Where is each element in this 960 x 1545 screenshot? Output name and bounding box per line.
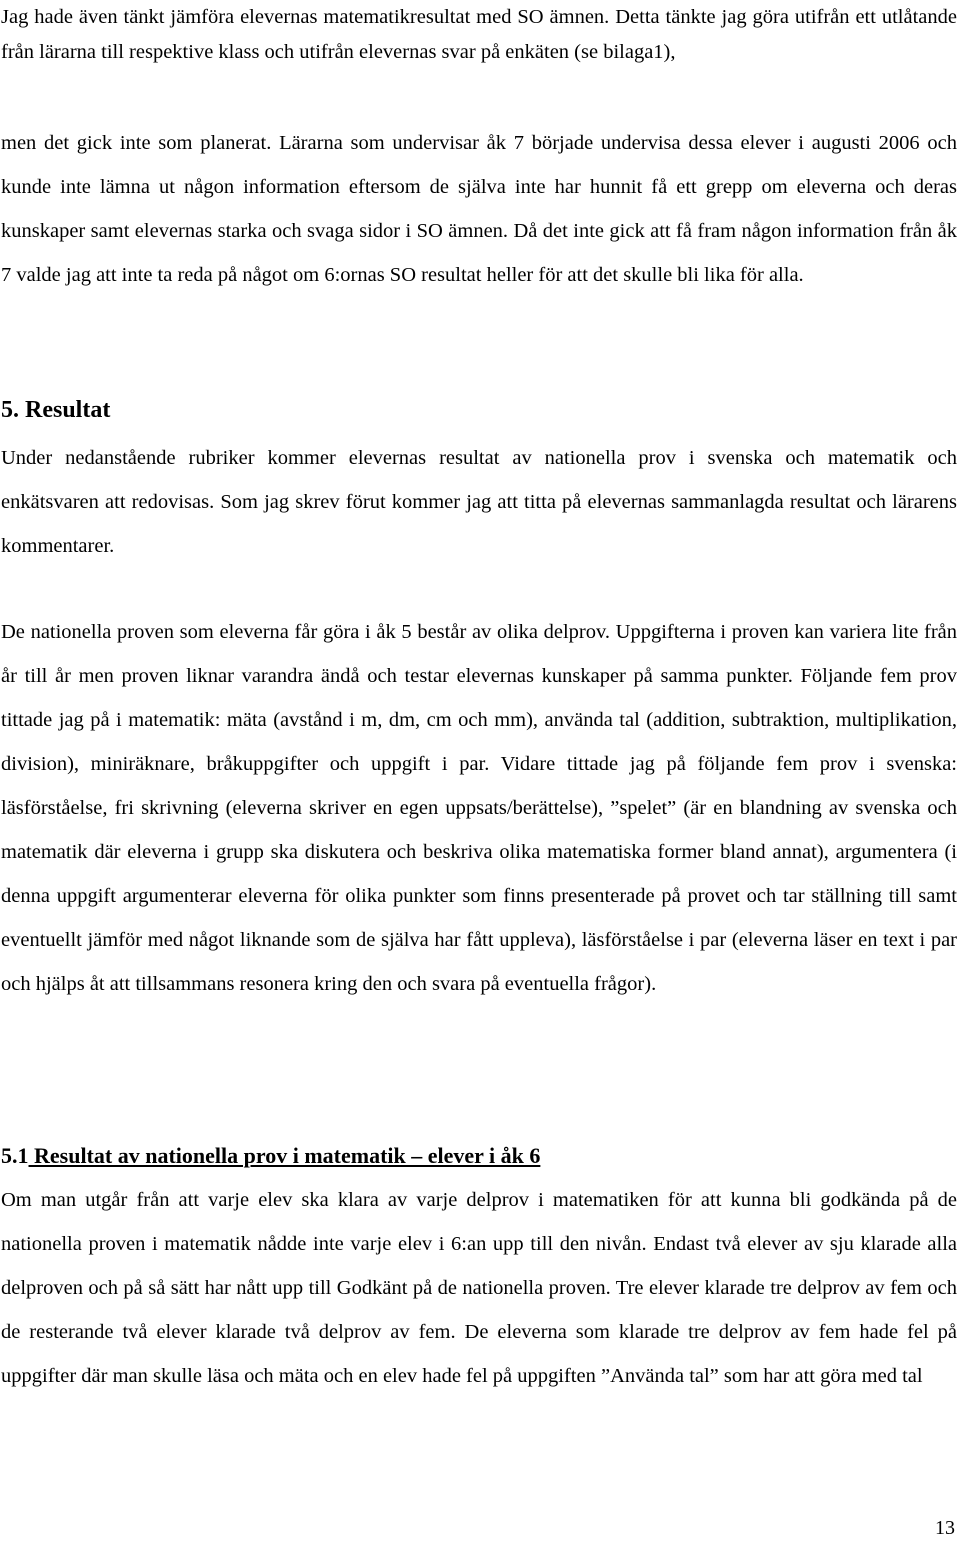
subsection-heading-math-results [1,1140,540,1172]
national-exams-text: De nationella proven som eleverna får göra i åk 5 består av olika delprov. Uppgifterna i proven kan variera lite från år till år men proven liknar varandra ändå och testar elevernas kunskaper på samma punkter. Följande fem prov tittade jag på i matematik: mäta (avstånd i m, dm, cm och mm), använda tal (addition, subtraktion, multiplikation, division), miniräknare, bråkuppgifter och uppgift i par. Vidare tittade jag på följande fem prov i svenska: läsförståelse, fri skrivning (eleverna skriver en egen uppsats/berättelse), ”spelet” (är en blandning av svenska och matematik där eleverna i grupp ska diskutera och beskriva olika matematiska former bland annat), argumentera (i denna uppgift argumenterar eleverna för olika punkter som finns presenterade på provet och tar ställning till samt eventuellt jämför med något liknande som de själva har fått uppleva), läsförståelse i par (eleverna läser en text i par och hjälps åt att tillsammans resonera kring den och svara på eventuella frågor). [1,621,957,995]
national-exams-paragraph [1,610,957,1006]
page-number: 13 [935,1517,955,1539]
intro-paragraph-continued [1,121,957,297]
section-heading-resultat: 5. Resultat [1,397,111,423]
math-results-paragraph [1,1178,957,1398]
section5-text: Under nedanstående rubriker kommer elevernas resultat av nationella prov i svenska och matematik och enkätsvaren att redovisas. Som jag skrev förut kommer jag att titta på elevernas sammanlagda resultat och lärarens kommentarer. [1,447,957,557]
math-results-text: Om man utgår från att varje elev ska klara av varje delprov i matematiken för att kunna bli godkända på de nationella proven i matematik nådde inte varje elev i 6:an upp till den nivån. Endast två elever av sju klarade alla delproven och på så sätt har nått upp till Godkänt på de nationella proven. Tre elever klarade tre delprov av fem och de resterande två elever klarade två delprov av fem. De eleverna som klarade tre delprov av fem hade fel på uppgifter där man skulle läsa och mäta och en elev hade fel på uppgiften ”Använda tal” som har att göra med tal [1,1189,957,1387]
intro-paragraph-start [1,0,957,70]
intro-text-line1: Jag hade även tänkt jämföra elevernas matematikresultat med SO ämnen. Detta tänkte jag göra utifrån ett utlåtande från lärarna till respektive klass och utifrån elevernas svar på enkäten (se bilaga1), [1,6,957,63]
subsection-title: Resultat av nationella prov i matematik – elever i åk 6 [28,1143,541,1168]
subsection-number: 5.1 [1,1143,29,1168]
intro-text-line2: men det gick inte som planerat. Lärarna som undervisar åk 7 började undervisa dessa elever i augusti 2006 och kunde inte lämna ut någon information eftersom de själva inte har hunnit få ett grepp om eleverna och deras kunskaper samt elevernas starka och svaga sidor i SO ämnen. Då det inte gick att få fram någon information från åk 7 valde jag att inte ta reda på något om 6:ornas SO resultat heller för att det skulle bli lika för alla. [1,132,957,286]
section5-paragraph [1,436,957,568]
